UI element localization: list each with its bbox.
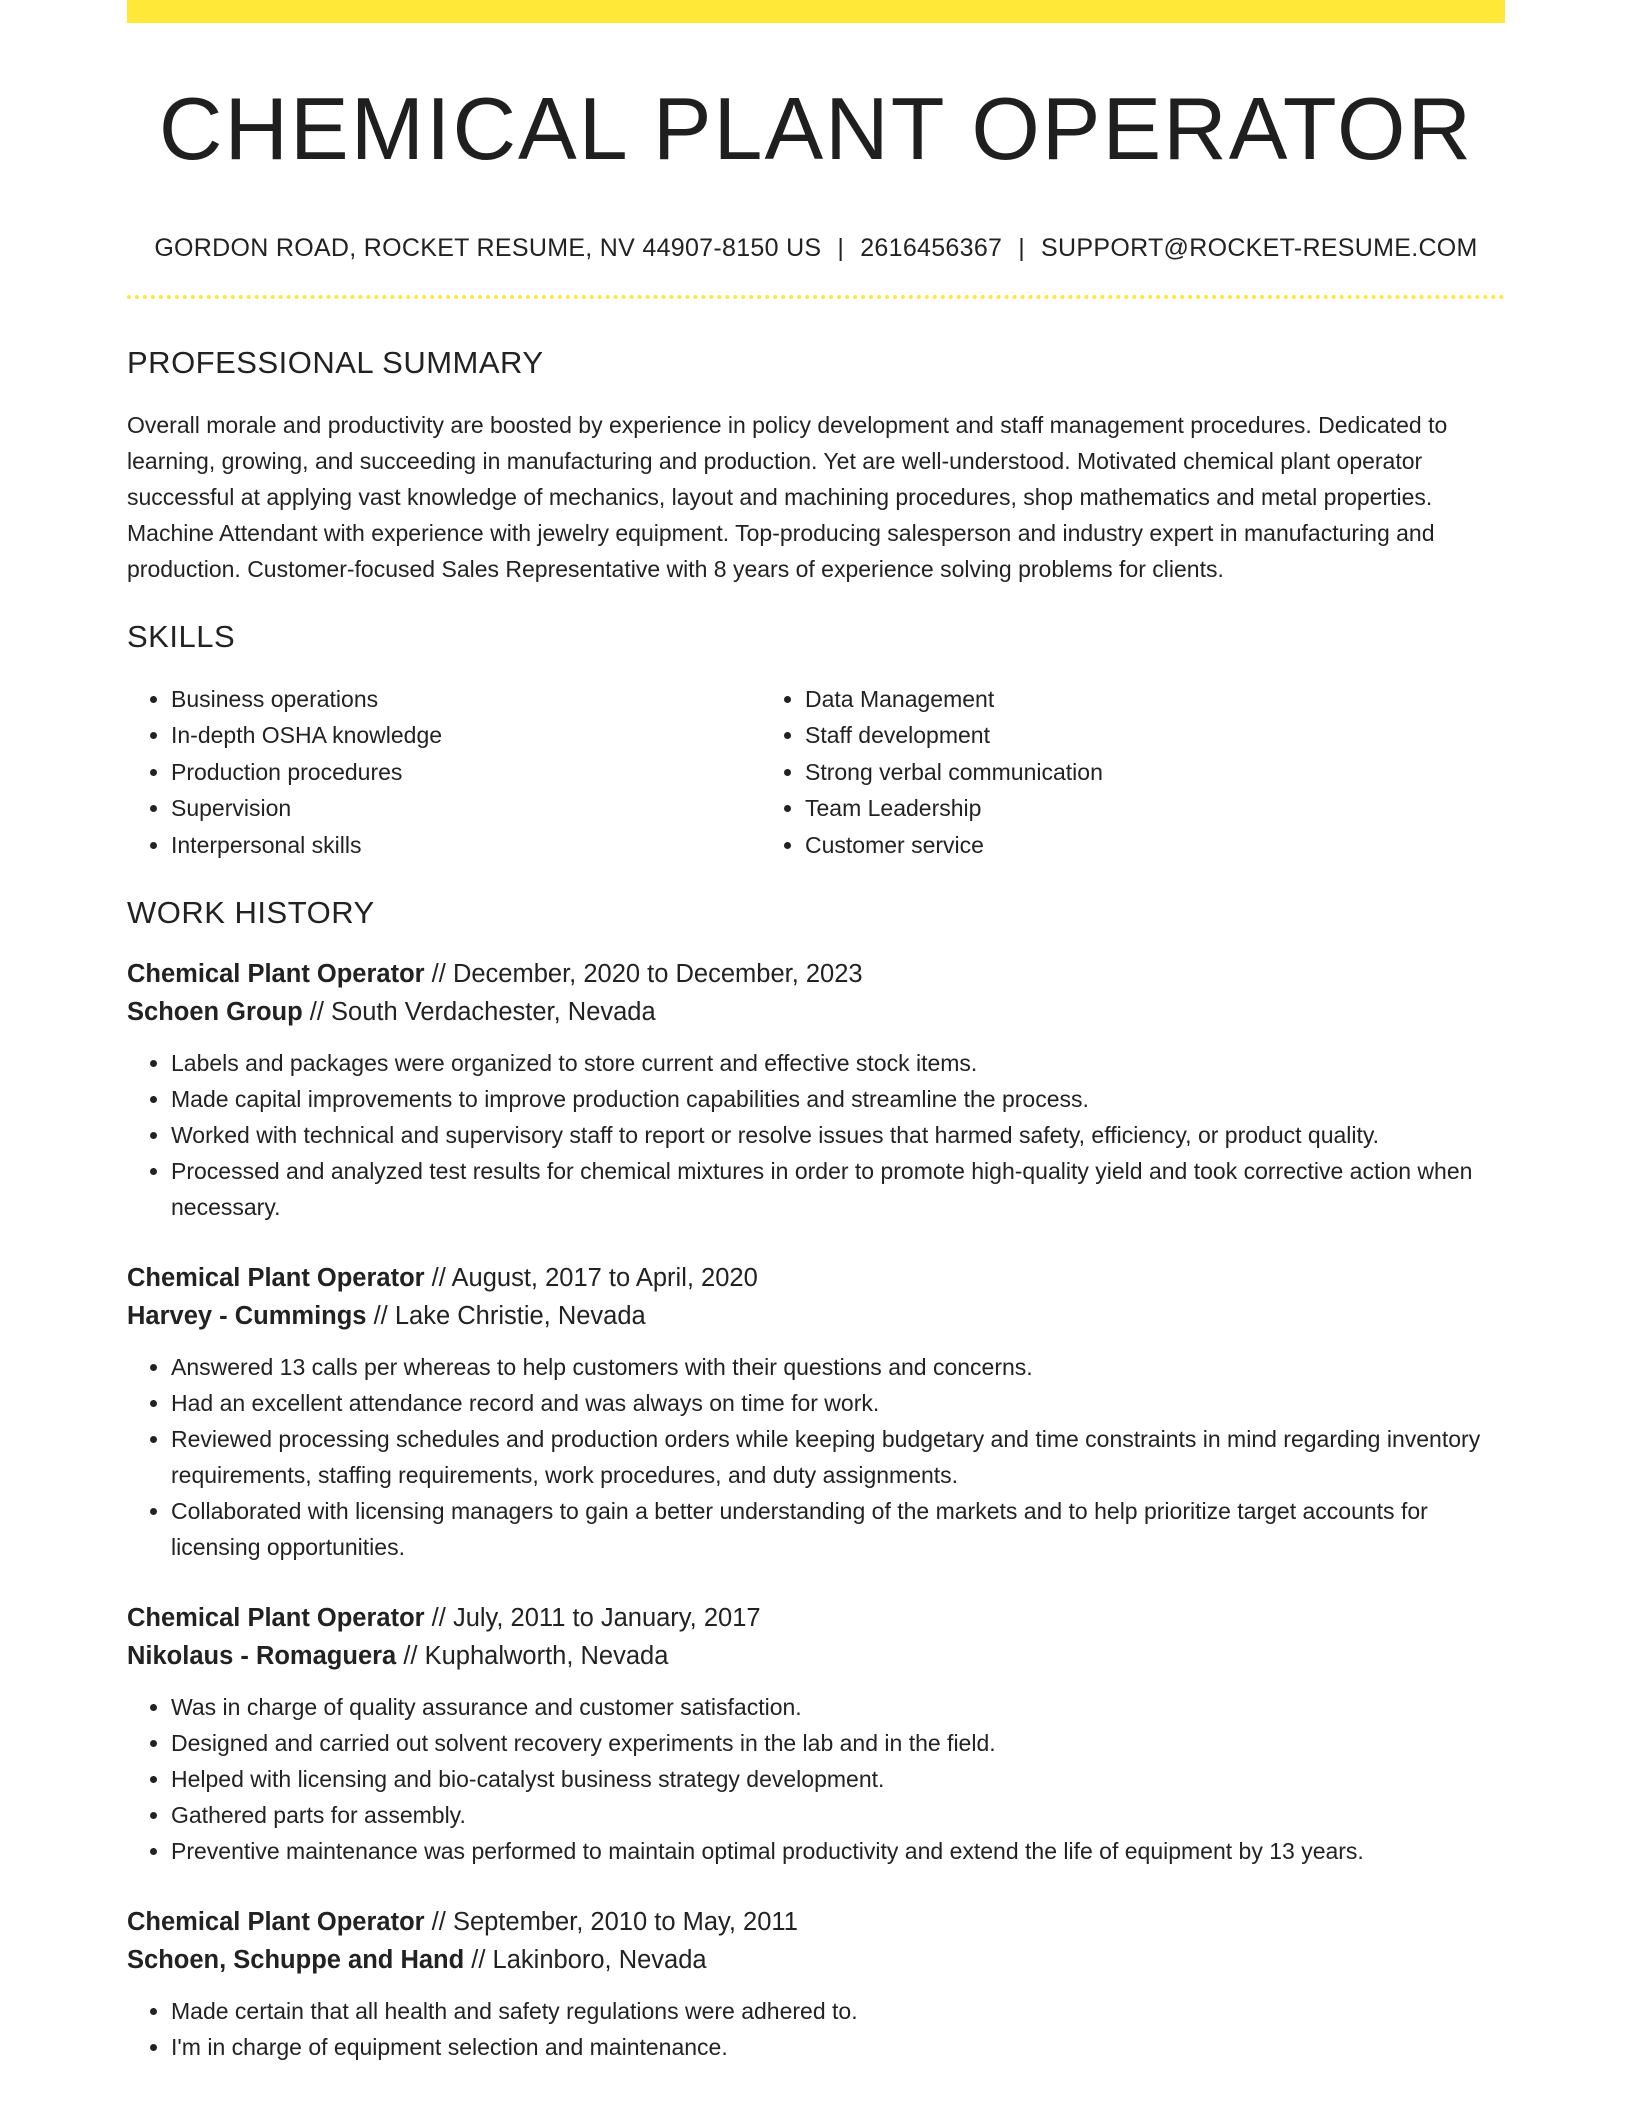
skill-item: • Staff development — [805, 717, 1395, 754]
job-company-line — [127, 1297, 1505, 1335]
job-separator: // — [424, 1908, 453, 1937]
job-company: Nikolaus - Romaguera — [127, 1642, 397, 1671]
skill-item: • Business operations — [171, 681, 761, 718]
job-company: Schoen Group — [127, 998, 303, 1027]
job-entry — [127, 955, 1505, 1225]
job-role-line — [127, 1903, 1505, 1941]
skill-item: • Supervision — [171, 790, 761, 827]
skill-item: • Strong verbal communication — [805, 754, 1395, 791]
work-history-heading: WORK HISTORY — [127, 895, 375, 931]
job-company-line — [127, 1941, 1505, 1979]
job-bullet: • Gathered parts for assembly. — [171, 1797, 1505, 1833]
resume-title: CHEMICAL PLANT OPERATOR — [158, 79, 1474, 178]
job-separator: // — [424, 1264, 452, 1293]
job-bullets — [127, 1689, 1505, 1869]
contact-separator: | — [837, 233, 845, 262]
job-bullet: • Labels and packages were organized to store current and effective stock items. — [171, 1045, 1505, 1081]
job-bullet: • Made certain that all health and safety regulations were adhered to. — [171, 1993, 1505, 2029]
job-entry — [127, 1903, 1505, 2065]
summary-text: Overall morale and productivity are boosted by experience in policy development and staff management procedures. Dedicated to learning, growing, and succeeding in manufacturing and production. Yet are well-understood. Motivated chemical plant operator successful at applying vast knowledge of mechanics, layout and machining procedures, shop mathematics and metal properties. Machine Attendant with experience with jewelry equipment. Top-producing salesperson and industry expert in manufacturing and production. Customer-focused Sales Representative with 8 years of experience solving problems for clients. — [127, 411, 1448, 582]
job-location: Lakinboro, Nevada — [492, 1946, 707, 1975]
job-dates: July, 2011 to January, 2017 — [452, 1604, 761, 1633]
job-dates: December, 2020 to December, 2023 — [452, 960, 863, 989]
job-bullet: • Helped with licensing and bio-catalyst business strategy development. — [171, 1761, 1505, 1797]
skills-column-right — [761, 681, 1395, 864]
job-dates: August, 2017 to April, 2020 — [451, 1264, 758, 1293]
contact-phone: 2616456367 — [860, 233, 1003, 262]
skill-item: • Team Leadership — [805, 790, 1395, 827]
job-company: Schoen, Schuppe and Hand — [127, 1946, 465, 1975]
job-company-line — [127, 1637, 1505, 1675]
job-bullet: • Collaborated with licensing managers to gain a better understanding of the markets and to help prioritize target accounts for licensing opportunities. — [171, 1493, 1505, 1565]
job-role-line — [127, 955, 1505, 993]
contact-email: SUPPORT@ROCKET-RESUME.COM — [1041, 233, 1478, 262]
contact-address: GORDON ROAD, ROCKET RESUME, NV 44907-8150 US — [154, 233, 822, 262]
job-bullet: • Worked with technical and supervisory staff to report or resolve issues that harmed safety, efficiency, or product quality. — [171, 1117, 1505, 1153]
job-bullet: • Preventive maintenance was performed to maintain optimal productivity and extend the life of equipment by 13 years. — [171, 1833, 1505, 1869]
job-location: Lake Christie, Nevada — [394, 1302, 646, 1331]
job-separator: // — [424, 960, 453, 989]
job-bullet: • Reviewed processing schedules and production orders while keeping budgetary and time constraints in mind regarding inventory requirements, staffing requirements, work procedures, and duty assignments. — [171, 1421, 1505, 1493]
skill-item: • Production procedures — [171, 754, 761, 791]
job-bullet: • Made capital improvements to improve production capabilities and streamline the process. — [171, 1081, 1505, 1117]
job-role: Chemical Plant Operator — [127, 1908, 425, 1937]
job-bullet: • Processed and analyzed test results for chemical mixtures in order to promote high-quality yield and took corrective action when necessary. — [171, 1153, 1505, 1225]
job-separator: // — [302, 998, 332, 1027]
skill-item: • Data Management — [805, 681, 1395, 718]
skills-column-left — [127, 681, 761, 864]
job-entry — [127, 1599, 1505, 1869]
job-bullets — [127, 1045, 1505, 1225]
contact-separator: | — [1018, 233, 1026, 262]
job-role: Chemical Plant Operator — [127, 1604, 425, 1633]
summary-heading: PROFESSIONAL SUMMARY — [127, 344, 544, 380]
accent-bar — [127, 0, 1505, 23]
resume-content — [127, 23, 1505, 2065]
job-location: South Verdachester, Nevada — [331, 998, 656, 1027]
job-bullet: • I'm in charge of equipment selection and maintenance. — [171, 2029, 1505, 2065]
skill-item: • Interpersonal skills — [171, 827, 761, 864]
dotted-divider — [127, 295, 1505, 299]
work-history-list — [127, 955, 1505, 2065]
job-separator: // — [366, 1302, 395, 1331]
job-dates: September, 2010 to May, 2011 — [452, 1908, 798, 1937]
job-bullet: • Answered 13 calls per whereas to help customers with their questions and concerns. — [171, 1349, 1505, 1385]
job-separator: // — [396, 1642, 425, 1671]
skills-list — [127, 681, 1505, 864]
job-role-line — [127, 1599, 1505, 1637]
job-role: Chemical Plant Operator — [127, 1264, 425, 1293]
job-entry — [127, 1259, 1505, 1565]
job-bullet: • Was in charge of quality assurance and customer satisfaction. — [171, 1689, 1505, 1725]
skills-heading: SKILLS — [127, 618, 236, 654]
skill-item: • In-depth OSHA knowledge — [171, 717, 761, 754]
job-company: Harvey - Cummings — [127, 1302, 367, 1331]
job-separator: // — [424, 1604, 453, 1633]
job-bullets — [127, 1349, 1505, 1565]
job-separator: // — [464, 1946, 493, 1975]
job-company-line — [127, 993, 1505, 1031]
skill-item: • Customer service — [805, 827, 1395, 864]
job-location: Kuphalworth, Nevada — [424, 1642, 669, 1671]
job-bullet: • Designed and carried out solvent recovery experiments in the lab and in the field. — [171, 1725, 1505, 1761]
job-bullets — [127, 1993, 1505, 2065]
job-role-line — [127, 1259, 1505, 1297]
contact-line — [127, 234, 1505, 263]
job-role: Chemical Plant Operator — [127, 960, 425, 989]
job-bullet: • Had an excellent attendance record and was always on time for work. — [171, 1385, 1505, 1421]
